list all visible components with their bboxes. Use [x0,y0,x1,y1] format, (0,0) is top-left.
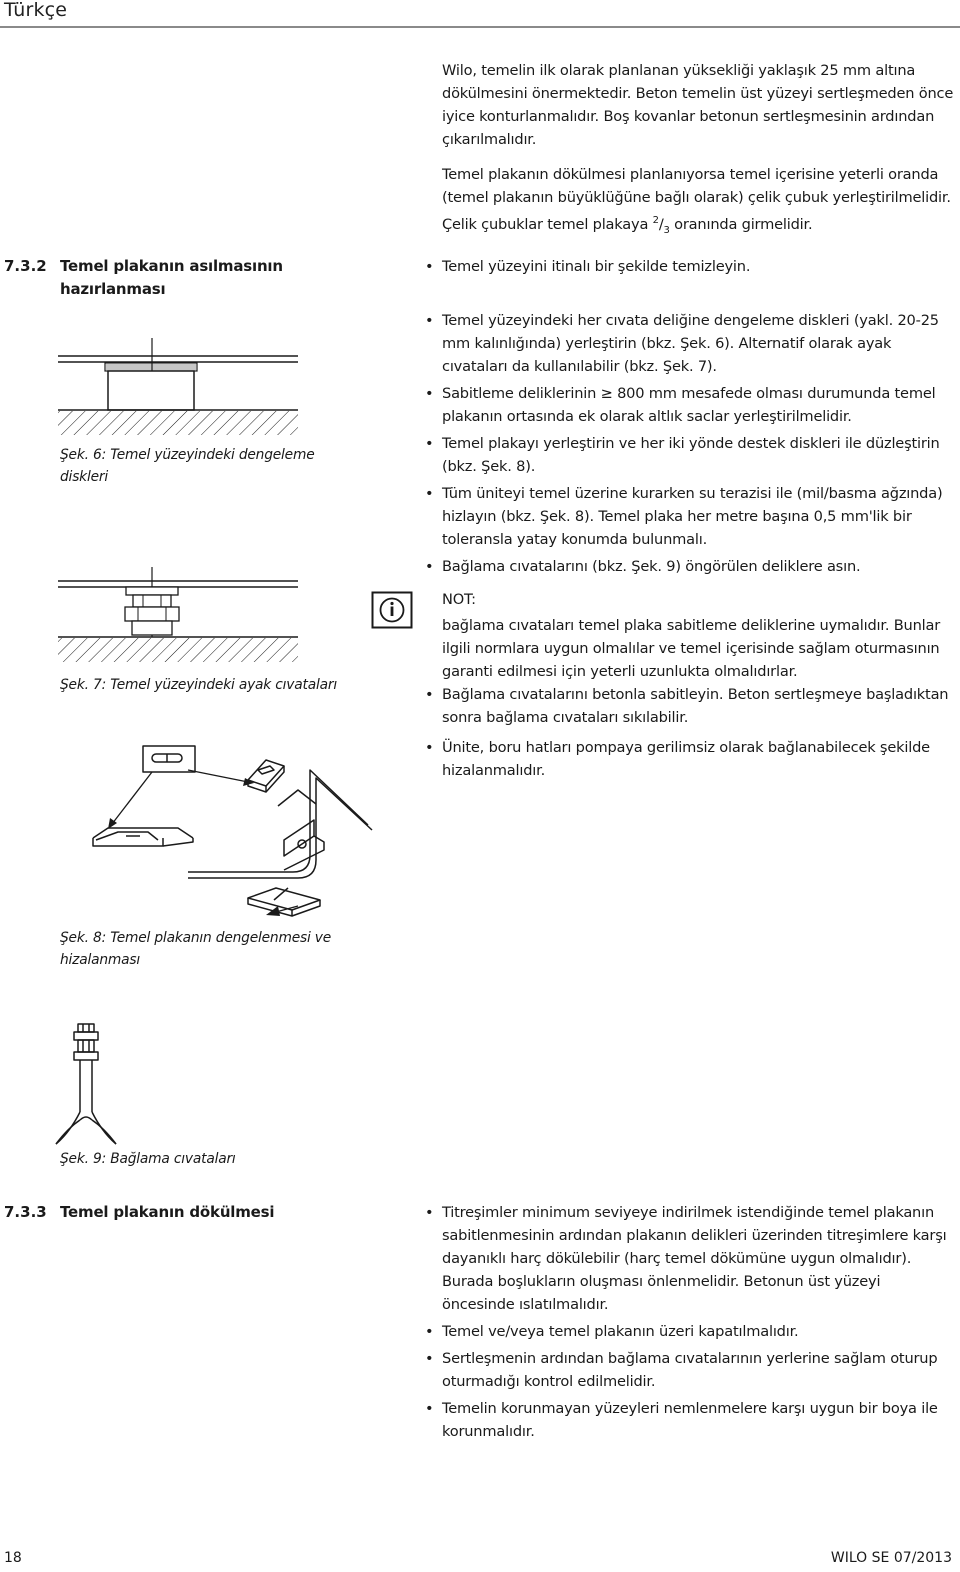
list-item-text: Titreşimler minimum seviyeye indirilmek istendiğinde temel plakanın sabitlenmesinin ardından plakanın delikleri üzerinden titreşimlere karşı dayanıklı harç dökülebilir (harç temel dökümüne uygun olmalıdır). Burada boşlukların oluşması önlenmelidir. Betonun üst yüzeyi öncesinde ıslatılmalıdır. [442,1204,947,1313]
footer-brand: WILO SE 07/2013 [830,1550,952,1566]
list-item [420,683,956,729]
list-item [420,432,956,478]
bullet-dot: • [425,739,434,756]
list-item [420,382,956,428]
list-item [420,309,956,378]
section-title-732-line2: hazırlanması [60,280,166,298]
list-item-text: Temel yüzeyindeki her cıvata deliğine dengeleme diskleri (yakl. 20-25 mm kalınlığında) yerleştirin (bkz. Şek. 6). Alternatif olarak ayak cıvataları da kullanılabilir (bkz. Şek. 7). [442,312,939,375]
figure-8-caption: Şek. 8: Temel plakanın dengelenmesi ve hizalanması [60,930,332,968]
bullet-dot: • [425,558,434,575]
fraction-denominator: 3 [663,224,670,236]
bullet-dot: • [425,686,434,703]
intro-paragraph-2 [442,163,954,242]
bullet-list-732-after [420,683,956,782]
intro-block [442,59,954,242]
list-item [420,255,956,278]
list-item-text: Temel plakayı yerleştirin ve her iki yönde destek diskleri ile düzleştirin (bkz. Şek. 8). [442,435,940,475]
list-item [420,1397,956,1443]
language-label: Türkçe [4,0,68,21]
intro-p2-post: oranında girmelidir. [669,215,813,233]
list-item-text: Bağlama cıvatalarını betonla sabitleyin. Beton sertleşmeye başladıktan sonra bağlama cıvataları sıkılabilir. [442,686,949,726]
section-title-732 [60,255,283,301]
list-item [420,736,956,782]
bullet-dot: • [425,1400,434,1417]
list-item [420,555,956,578]
figure-9-diagram [54,1020,124,1150]
list-item-text: Ünite, boru hatları pompaya gerilimsiz olarak bağlanabilecek şekilde hizalanmalıdır. [442,739,930,779]
list-item-text: Temel ve/veya temel plakanın üzeri kapatılmalıdır. [442,1323,799,1340]
section-number-732: 7.3.2 [4,257,47,275]
figure-6-caption: Şek. 6: Temel yüzeyindeki dengeleme diskleri [60,447,315,485]
fraction-numerator: 2 [652,215,659,226]
section-number-733: 7.3.3 [4,1203,47,1221]
note-block [442,588,954,683]
figure-7-diagram [58,565,308,675]
list-item [420,482,956,551]
info-icon [371,591,413,629]
bullet-dot: • [425,1323,434,1340]
list-item-text: Tüm üniteyi temel üzerine kurarken su terazisi ile (mil/basma ağzında) hizlayın (bkz. Şek. 8). Temel plaka her metre başına 0,5 mm'lik bir toleransla yatay konumda bulunmalı. [442,485,943,548]
header-rule [0,26,960,28]
bullet-dot: • [425,1204,434,1221]
bullet-dot: • [425,258,434,275]
list-item [420,1347,956,1393]
bullet-list-733 [420,1201,956,1443]
list-item-text: Temelin korunmayan yüzeyleri nemlenmelere karşı uygun bir boya ile korunmalıdır. [442,1400,938,1440]
figure-8-diagram [88,740,378,930]
page-number: 18 [4,1550,22,1566]
note-title: NOT: [442,591,476,608]
list-item [420,1201,956,1316]
figure-9-caption: Şek. 9: Bağlama cıvataları [60,1151,236,1167]
note-text: bağlama cıvataları temel plaka sabitleme deliklerine uymalıdır. Bunlar ilgili normlara uygun olmalılar ve temel içerisinde sağlam oturmasının garanti edilmesi için yeterli uzunlukta olmalıdırlar. [442,617,941,680]
bullet-dot: • [425,1350,434,1367]
list-item-text: Sabitleme deliklerinin ≥ 800 mm mesafede olması durumunda temel plakanın ortasında ek olarak altlık saclar yerleştirilmelidir. [442,385,936,425]
figure-6-diagram [58,336,308,446]
bullet-dot: • [425,312,434,329]
bullet-dot: • [425,485,434,502]
bullet-list-732 [420,255,956,578]
figure-7-caption: Şek. 7: Temel yüzeyindeki ayak cıvataları [60,677,337,693]
intro-p2-pre: Temel plakanın dökülmesi planlanıyorsa temel içerisine yeterli oranda (temel plakanın büyüklüğüne bağlı olarak) çelik çubuk yerleştirilmelidir. Çelik çubuklar temel plakaya [442,166,951,233]
list-item-text: Temel yüzeyini itinalı bir şekilde temizleyin. [442,258,751,275]
bullet-dot: • [425,385,434,402]
list-item-text: Bağlama cıvatalarını (bkz. Şek. 9) öngörülen deliklere asın. [442,558,861,575]
list-item [420,1320,956,1343]
section-title-733: Temel plakanın dökülmesi [60,1203,275,1221]
bullet-dot: • [425,435,434,452]
list-item-text: Sertleşmenin ardından bağlama cıvatalarının yerlerine sağlam oturup oturmadığı kontrol edilmelidir. [442,1350,938,1390]
intro-paragraph-1: Wilo, temelin ilk olarak planlanan yüksekliği yaklaşık 25 mm altına dökülmesini önermektedir. Beton temelin üst yüzeyi sertleşmeden önce iyice konturlanmalıdır. Boş kovanlar betonun sertleşmesinin ardından çıkarılmalıdır. [442,62,954,148]
section-title-732-line1: Temel plakanın asılmasının [60,257,283,275]
fraction-slash: / [658,215,664,233]
